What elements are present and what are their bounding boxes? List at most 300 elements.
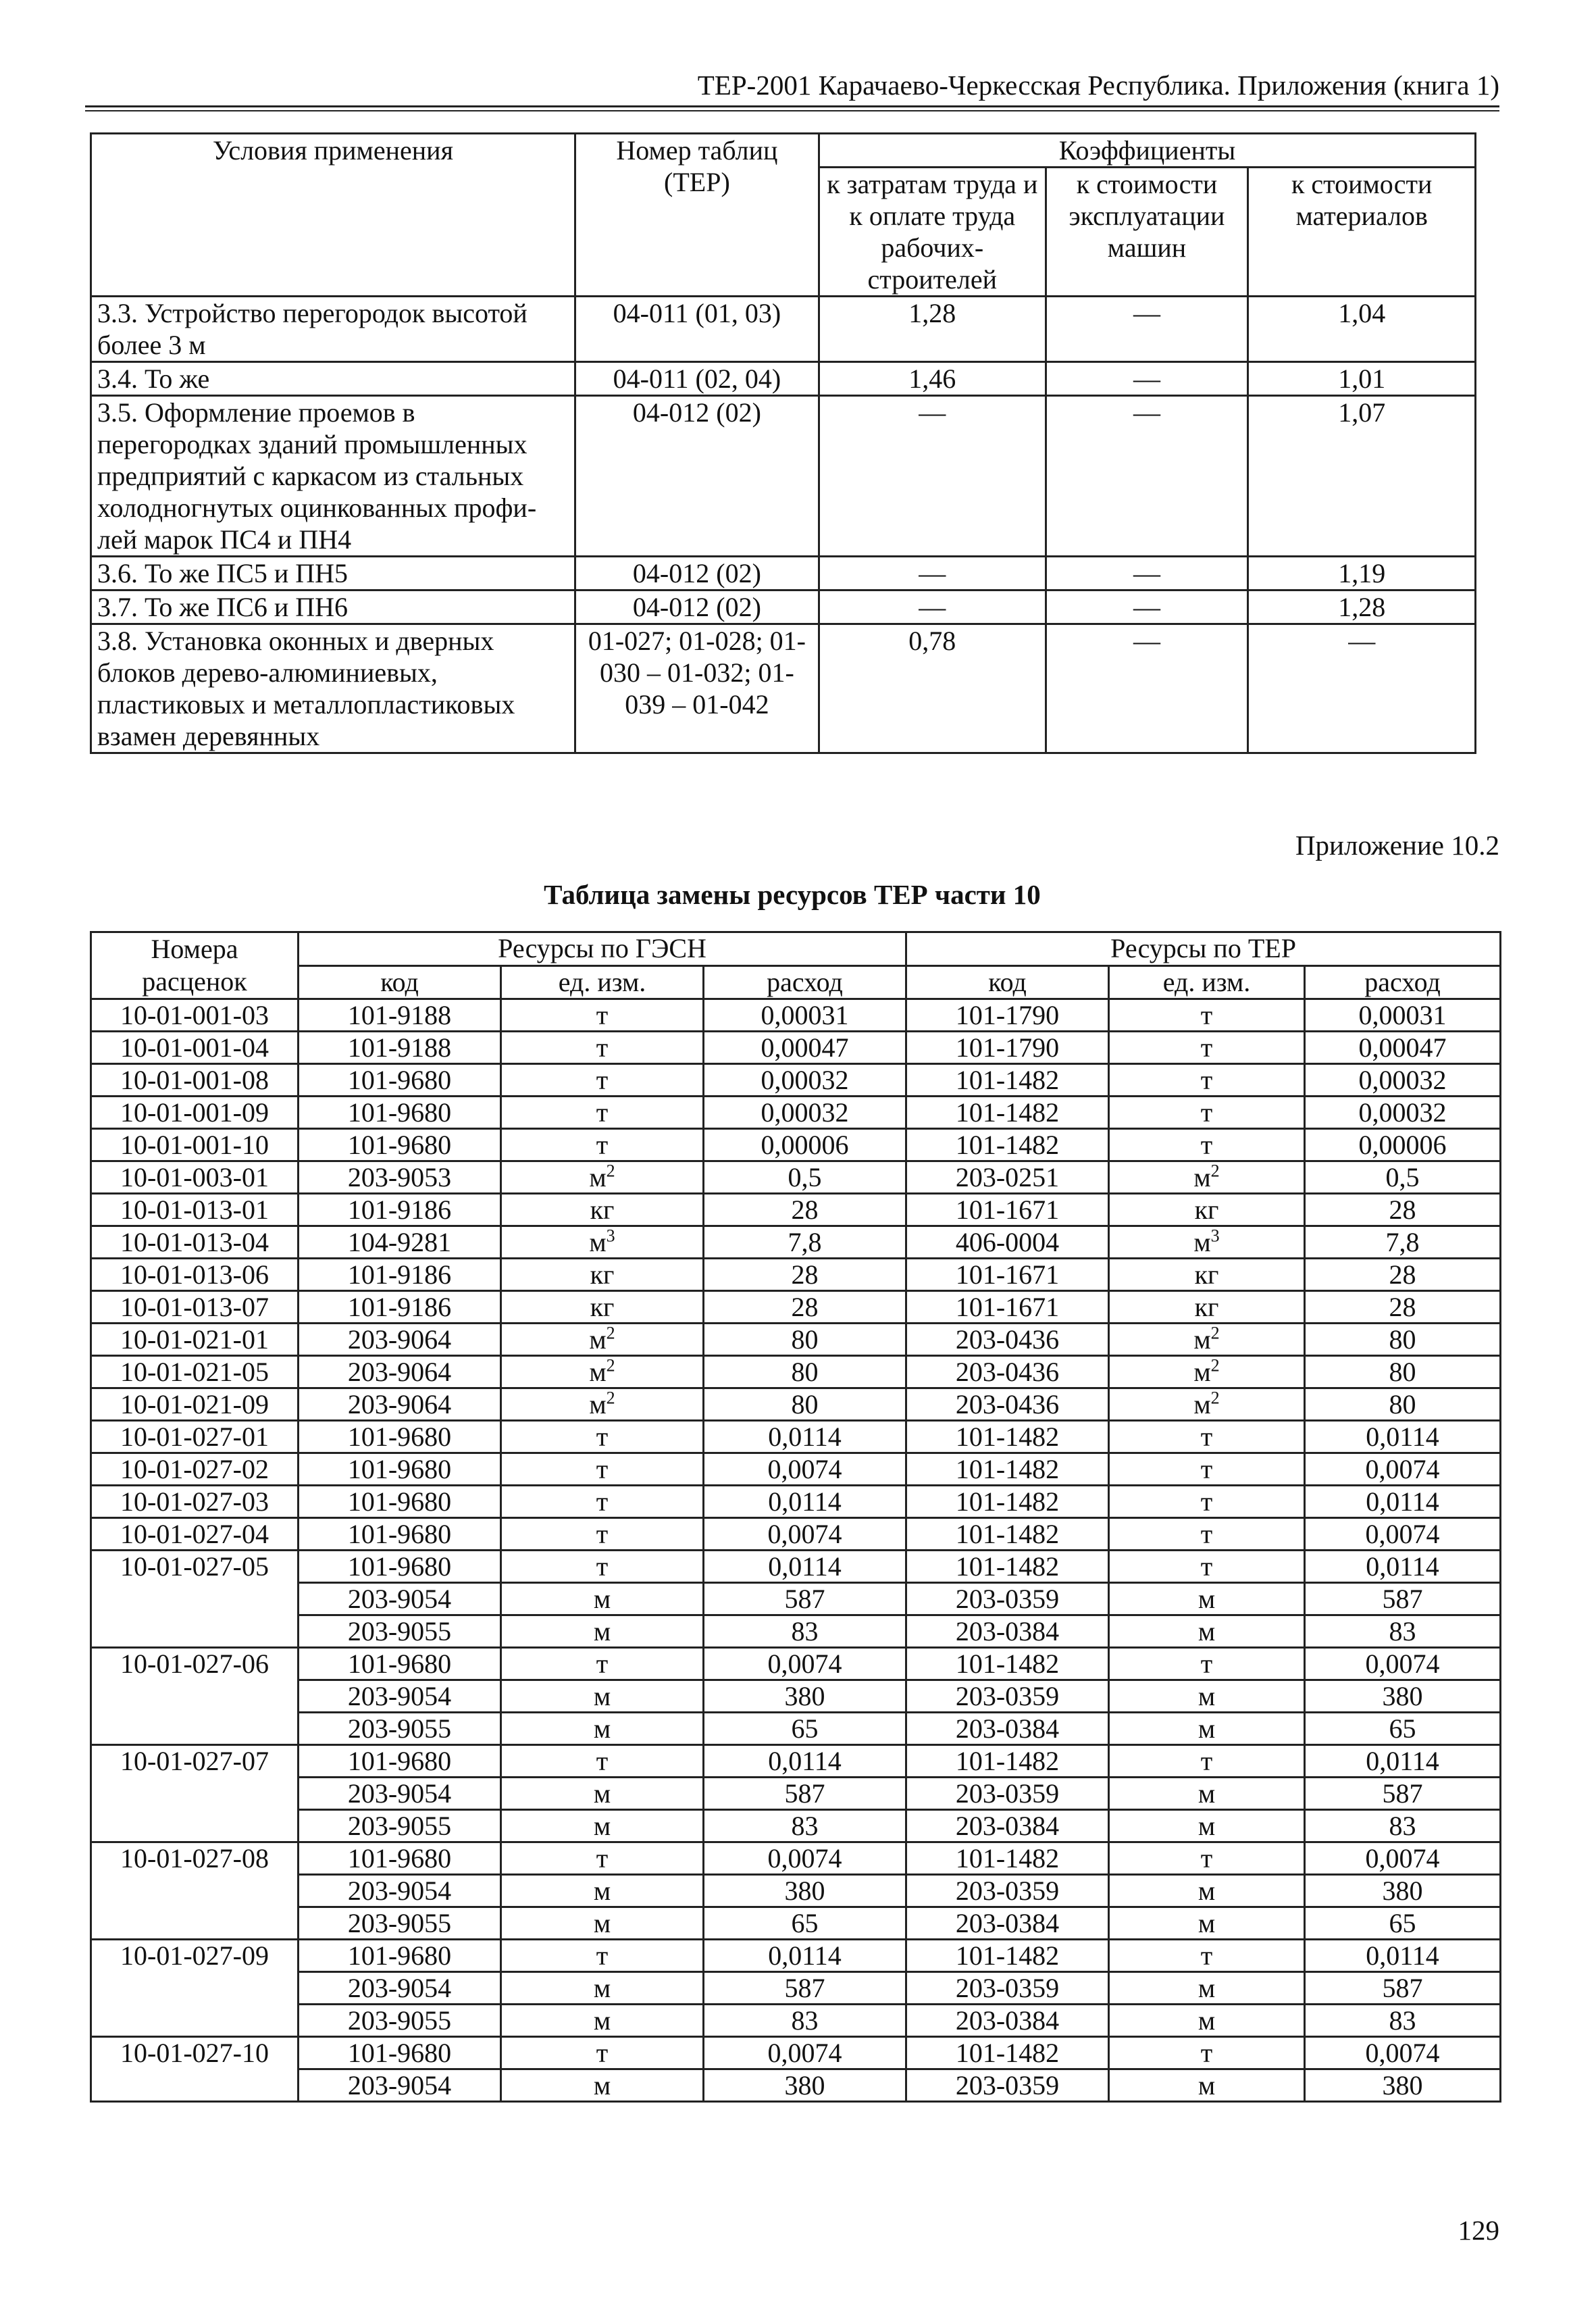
gesn-unit-cell (501, 1778, 704, 1810)
ter-code-cell: 203-0436 (906, 1356, 1109, 1388)
ter-unit-text: м (1198, 1811, 1216, 1841)
coef-row (91, 590, 1476, 624)
rate-number-cell: 10-01-001-04 (91, 1032, 299, 1064)
ter-code-cell: 203-0384 (906, 1615, 1109, 1648)
header-rule (85, 110, 1499, 111)
ter-unit-text: т (1200, 2038, 1213, 2068)
rate-number-cell: 10-01-003-01 (91, 1161, 299, 1194)
gesn-unit-text: т (596, 1746, 609, 1776)
ter-unit-cell (1109, 1972, 1305, 2005)
ter-consumption-cell: 0,0074 (1305, 1648, 1501, 1680)
gesn-unit-text: м (593, 1584, 611, 1614)
ter-unit-cell (1109, 1940, 1305, 1972)
gesn-consumption-cell: 0,0114 (704, 1486, 906, 1518)
gesn-consumption-cell: 80 (704, 1324, 906, 1356)
ter-code-cell: 101-1482 (906, 1745, 1109, 1778)
header-machines: к стоимости эксплуатации машин (1046, 168, 1248, 297)
ter-code-cell: 101-1482 (906, 1648, 1109, 1680)
ter-unit-cell (1109, 1453, 1305, 1486)
gesn-code-cell: 101-9680 (299, 1842, 501, 1875)
page-number: 129 (1458, 2215, 1499, 2246)
gesn-consumption-cell: 83 (704, 1810, 906, 1842)
coef-header-row-1 (91, 134, 1476, 168)
gesn-code-cell: 101-9680 (299, 1486, 501, 1518)
header-labor: к затратам труда и к оплате труда рабочих-строителей (819, 168, 1046, 297)
ter-code-cell: 203-0359 (906, 2069, 1109, 2102)
ter-consumption-cell: 0,00006 (1305, 1129, 1501, 1161)
gesn-unit-cell (501, 2005, 704, 2037)
gesn-unit-text: т (596, 1843, 609, 1873)
gesn-unit-text: м (589, 1389, 607, 1419)
machines-coef-cell: — (1046, 557, 1248, 590)
ter-unit-text: м (1198, 1778, 1216, 1809)
res-header-row-2 (91, 965, 1501, 999)
gesn-code-cell: 203-9054 (299, 1680, 501, 1713)
ter-code-cell: 203-0436 (906, 1324, 1109, 1356)
ter-unit-text: кг (1194, 1259, 1219, 1290)
ter-unit-power: 3 (1210, 1226, 1220, 1246)
gesn-unit-text: м (589, 1162, 607, 1192)
gesn-unit-cell (501, 1421, 704, 1453)
resource-row (91, 1940, 1501, 1972)
gesn-unit-cell (501, 1583, 704, 1615)
coefficients-table-body (91, 134, 1476, 753)
ter-unit-text: т (1200, 1097, 1213, 1128)
gesn-code-cell: 101-9680 (299, 1940, 501, 1972)
gesn-unit-text: т (596, 1486, 609, 1517)
gesn-unit-text: т (596, 2038, 609, 2068)
rate-number-cell: 10-01-027-08 (91, 1842, 299, 1940)
labor-coef-cell: — (819, 396, 1046, 557)
ter-unit-text: т (1200, 1032, 1213, 1063)
materials-coef-cell: 1,01 (1248, 362, 1476, 396)
rate-number-cell: 10-01-001-09 (91, 1097, 299, 1129)
ter-code-cell: 101-1482 (906, 1421, 1109, 1453)
ter-unit-text: м (1198, 2070, 1216, 2101)
ter-code-cell: 406-0004 (906, 1226, 1109, 1259)
gesn-unit-text: м (593, 1713, 611, 1744)
ter-unit-cell (1109, 1745, 1305, 1778)
header-table-no: Номер таблиц (ТЕР) (575, 134, 819, 297)
ter-unit-text: м (1193, 1227, 1211, 1257)
gesn-unit-cell (501, 1097, 704, 1129)
table-no-cell: 04-011 (02, 04) (575, 362, 819, 396)
resource-row (91, 1388, 1501, 1421)
rate-number-cell: 10-01-013-07 (91, 1291, 299, 1324)
ter-unit-text: т (1200, 1130, 1213, 1160)
gesn-unit-cell (501, 1713, 704, 1745)
page-header (85, 68, 1499, 107)
gesn-consumption-cell: 80 (704, 1388, 906, 1421)
gesn-consumption-cell: 0,0074 (704, 2037, 906, 2069)
resource-row (91, 1583, 1501, 1615)
ter-consumption-cell: 28 (1305, 1194, 1501, 1226)
gesn-unit-text: т (596, 1519, 609, 1549)
gesn-code-cell: 101-9680 (299, 1064, 501, 1097)
ter-consumption-cell: 380 (1305, 1875, 1501, 1907)
res-header-row-1 (91, 932, 1501, 966)
gesn-unit-cell (501, 1940, 704, 1972)
gesn-unit-text: м (593, 1681, 611, 1711)
machines-coef-cell: — (1046, 396, 1248, 557)
ter-consumption-cell: 0,00031 (1305, 999, 1501, 1032)
ter-unit-text: м (1198, 1713, 1216, 1744)
resource-row (91, 1291, 1501, 1324)
header-gesn-code: код (299, 965, 501, 999)
gesn-unit-cell (501, 2069, 704, 2102)
rate-number-cell: 10-01-027-07 (91, 1745, 299, 1842)
resource-row (91, 2069, 1501, 2102)
ter-consumption-cell: 28 (1305, 1291, 1501, 1324)
gesn-consumption-cell: 380 (704, 1680, 906, 1713)
ter-unit-cell (1109, 1226, 1305, 1259)
ter-unit-cell (1109, 999, 1305, 1032)
gesn-consumption-cell: 380 (704, 2069, 906, 2102)
ter-consumption-cell: 0,0114 (1305, 1486, 1501, 1518)
gesn-consumption-cell: 83 (704, 2005, 906, 2037)
gesn-code-cell: 203-9054 (299, 1875, 501, 1907)
ter-consumption-cell: 0,0074 (1305, 1453, 1501, 1486)
coef-row (91, 297, 1476, 362)
ter-consumption-cell: 380 (1305, 1680, 1501, 1713)
resource-row (91, 1194, 1501, 1226)
ter-code-cell: 101-1671 (906, 1259, 1109, 1291)
gesn-unit-cell (501, 2037, 704, 2069)
gesn-consumption-cell: 0,0074 (704, 1842, 906, 1875)
ter-unit-power: 2 (1210, 1161, 1220, 1181)
ter-consumption-cell: 0,0074 (1305, 1842, 1501, 1875)
resource-row (91, 2037, 1501, 2069)
gesn-consumption-cell: 0,00047 (704, 1032, 906, 1064)
ter-code-cell: 101-1671 (906, 1291, 1109, 1324)
gesn-unit-text: кг (590, 1259, 615, 1290)
ter-code-cell: 203-0359 (906, 1875, 1109, 1907)
ter-unit-text: т (1200, 1486, 1213, 1517)
gesn-unit-text: кг (590, 1194, 615, 1225)
ter-consumption-cell: 0,5 (1305, 1161, 1501, 1194)
gesn-unit-power: 2 (606, 1355, 615, 1376)
ter-consumption-cell: 80 (1305, 1356, 1501, 1388)
gesn-consumption-cell: 0,0114 (704, 1551, 906, 1583)
gesn-code-cell: 101-9186 (299, 1194, 501, 1226)
machines-coef-cell: — (1046, 297, 1248, 362)
gesn-unit-cell (501, 1518, 704, 1551)
ter-consumption-cell: 0,0114 (1305, 1745, 1501, 1778)
resource-row (91, 1129, 1501, 1161)
ter-consumption-cell: 0,0114 (1305, 1551, 1501, 1583)
gesn-code-cell: 101-9680 (299, 1129, 501, 1161)
rate-number-cell: 10-01-013-04 (91, 1226, 299, 1259)
ter-unit-text: м (1198, 1681, 1216, 1711)
gesn-consumption-cell: 0,0114 (704, 1421, 906, 1453)
header-coefficients: Коэффициенты (819, 134, 1476, 168)
header-title: ТЕР-2001 Карачаево-Черкесская Республика. Приложения (книга 1) (697, 70, 1499, 101)
gesn-code-cell: 101-9188 (299, 1032, 501, 1064)
ter-unit-cell (1109, 1421, 1305, 1453)
gesn-code-cell: 203-9064 (299, 1356, 501, 1388)
gesn-unit-text: м (593, 1908, 611, 1938)
gesn-unit-text: м (593, 1973, 611, 2003)
gesn-code-cell: 101-9680 (299, 1421, 501, 1453)
gesn-code-cell: 101-9186 (299, 1259, 501, 1291)
gesn-unit-power: 3 (606, 1226, 615, 1246)
gesn-consumption-cell: 0,00032 (704, 1064, 906, 1097)
ter-code-cell: 101-1482 (906, 2037, 1109, 2069)
materials-coef-cell: 1,28 (1248, 590, 1476, 624)
resource-row (91, 1486, 1501, 1518)
gesn-unit-text: м (593, 2070, 611, 2101)
gesn-consumption-cell: 28 (704, 1291, 906, 1324)
gesn-unit-text: т (596, 1422, 609, 1452)
materials-coef-cell: 1,04 (1248, 297, 1476, 362)
ter-unit-cell (1109, 1032, 1305, 1064)
ter-code-cell: 203-0359 (906, 1680, 1109, 1713)
ter-unit-text: т (1200, 1746, 1213, 1776)
gesn-unit-text: м (593, 1811, 611, 1841)
header-ter-consumption: расход (1305, 965, 1501, 999)
gesn-code-cell: 101-9680 (299, 2037, 501, 2069)
gesn-consumption-cell: 0,00031 (704, 999, 906, 1032)
gesn-code-cell: 203-9054 (299, 2069, 501, 2102)
gesn-consumption-cell: 65 (704, 1713, 906, 1745)
gesn-unit-cell (501, 1842, 704, 1875)
resource-row (91, 1259, 1501, 1291)
ter-unit-text: т (1200, 1422, 1213, 1452)
ter-unit-cell (1109, 1713, 1305, 1745)
ter-unit-text: т (1200, 1065, 1213, 1095)
rate-number-cell: 10-01-021-01 (91, 1324, 299, 1356)
ter-unit-text: т (1200, 1940, 1213, 1971)
resource-row (91, 1032, 1501, 1064)
rate-number-cell: 10-01-027-04 (91, 1518, 299, 1551)
ter-unit-cell (1109, 1518, 1305, 1551)
resource-row (91, 1421, 1501, 1453)
gesn-unit-cell (501, 1680, 704, 1713)
ter-unit-cell (1109, 1583, 1305, 1615)
gesn-unit-cell (501, 1161, 704, 1194)
rate-number-cell: 10-01-027-03 (91, 1486, 299, 1518)
rate-number-cell: 10-01-021-05 (91, 1356, 299, 1388)
rate-number-cell: 10-01-013-06 (91, 1259, 299, 1291)
header-ter-code: код (906, 965, 1109, 999)
ter-code-cell: 101-1482 (906, 1064, 1109, 1097)
rate-number-cell: 10-01-021-09 (91, 1388, 299, 1421)
machines-coef-cell: — (1046, 362, 1248, 396)
gesn-code-cell: 203-9055 (299, 2005, 501, 2037)
resource-row (91, 1648, 1501, 1680)
gesn-unit-cell (501, 1486, 704, 1518)
ter-consumption-cell: 380 (1305, 2069, 1501, 2102)
ter-unit-text: м (1193, 1324, 1211, 1355)
coef-row (91, 557, 1476, 590)
ter-code-cell: 203-0359 (906, 1778, 1109, 1810)
ter-unit-cell (1109, 1778, 1305, 1810)
resource-row (91, 1097, 1501, 1129)
ter-unit-cell (1109, 1194, 1305, 1226)
coefficients-table (90, 132, 1476, 754)
ter-consumption-cell: 65 (1305, 1907, 1501, 1940)
gesn-unit-text: м (593, 1876, 611, 1906)
resource-row (91, 1778, 1501, 1810)
rate-number-cell: 10-01-027-02 (91, 1453, 299, 1486)
labor-coef-cell: — (819, 590, 1046, 624)
gesn-consumption-cell: 0,0114 (704, 1940, 906, 1972)
ter-unit-text: м (1193, 1162, 1211, 1192)
header-ter: Ресурсы по ТЕР (906, 932, 1501, 966)
resource-row (91, 1713, 1501, 1745)
gesn-unit-cell (501, 1129, 704, 1161)
gesn-code-cell: 203-9054 (299, 1972, 501, 2005)
gesn-consumption-cell: 65 (704, 1907, 906, 1940)
gesn-code-cell: 101-9680 (299, 1097, 501, 1129)
resource-row (91, 1518, 1501, 1551)
gesn-unit-cell (501, 999, 704, 1032)
ter-consumption-cell: 80 (1305, 1324, 1501, 1356)
condition-cell: 3.8. Установка оконных и дверных блоков дерево-алюминиевых, пластиковых и металлопластиковых взамен деревянных (91, 624, 575, 753)
rate-number-cell: 10-01-001-10 (91, 1129, 299, 1161)
gesn-unit-text: т (596, 1454, 609, 1484)
gesn-unit-text: т (596, 1000, 609, 1030)
condition-cell: 3.4. То же (91, 362, 575, 396)
gesn-unit-text: т (596, 1032, 609, 1063)
gesn-code-cell: 104-9281 (299, 1226, 501, 1259)
ter-unit-power: 2 (1210, 1355, 1220, 1376)
ter-consumption-cell: 0,0114 (1305, 1421, 1501, 1453)
gesn-unit-text: м (589, 1357, 607, 1387)
resource-row (91, 2005, 1501, 2037)
ter-unit-cell (1109, 1161, 1305, 1194)
ter-consumption-cell: 0,00047 (1305, 1032, 1501, 1064)
gesn-unit-text: м (593, 1778, 611, 1809)
ter-consumption-cell: 587 (1305, 1972, 1501, 2005)
header-conditions: Условия применения (91, 134, 575, 297)
gesn-unit-cell (501, 1907, 704, 1940)
gesn-unit-text: т (596, 1065, 609, 1095)
ter-unit-text: м (1198, 1876, 1216, 1906)
gesn-unit-cell (501, 1551, 704, 1583)
condition-cell: 3.7. То же ПС6 и ПН6 (91, 590, 575, 624)
gesn-unit-cell (501, 1032, 704, 1064)
ter-code-cell: 101-1482 (906, 1518, 1109, 1551)
ter-unit-cell (1109, 1324, 1305, 1356)
header-gesn-unit: ед. изм. (501, 965, 704, 999)
resource-row (91, 1615, 1501, 1648)
resource-row (91, 1161, 1501, 1194)
ter-unit-cell (1109, 1097, 1305, 1129)
ter-consumption-cell: 83 (1305, 1810, 1501, 1842)
labor-coef-cell: — (819, 557, 1046, 590)
gesn-code-cell: 203-9054 (299, 1583, 501, 1615)
resource-row (91, 1064, 1501, 1097)
ter-code-cell: 101-1482 (906, 1486, 1109, 1518)
resource-row (91, 1745, 1501, 1778)
gesn-consumption-cell: 0,0074 (704, 1453, 906, 1486)
ter-unit-text: кг (1194, 1292, 1219, 1322)
gesn-unit-cell (501, 1745, 704, 1778)
materials-coef-cell: 1,07 (1248, 396, 1476, 557)
gesn-unit-cell (501, 1615, 704, 1648)
gesn-unit-cell (501, 1810, 704, 1842)
gesn-code-cell: 203-9055 (299, 1907, 501, 1940)
ter-unit-text: т (1200, 1649, 1213, 1679)
gesn-unit-cell (501, 1356, 704, 1388)
rate-number-cell: 10-01-001-03 (91, 999, 299, 1032)
header-materials: к стоимости материалов (1248, 168, 1476, 297)
ter-consumption-cell: 0,0114 (1305, 1940, 1501, 1972)
ter-consumption-cell: 80 (1305, 1388, 1501, 1421)
gesn-consumption-cell: 0,0074 (704, 1648, 906, 1680)
resource-row (91, 1875, 1501, 1907)
rate-number-cell: 10-01-001-08 (91, 1064, 299, 1097)
gesn-unit-power: 2 (606, 1161, 615, 1181)
gesn-consumption-cell: 0,0114 (704, 1745, 906, 1778)
ter-consumption-cell: 65 (1305, 1713, 1501, 1745)
rate-number-cell: 10-01-027-09 (91, 1940, 299, 2037)
ter-consumption-cell: 83 (1305, 1615, 1501, 1648)
ter-consumption-cell: 0,0074 (1305, 2037, 1501, 2069)
table-no-cell: 04-012 (02) (575, 590, 819, 624)
resource-replacement-table (90, 931, 1501, 2103)
ter-unit-text: м (1198, 2005, 1216, 2036)
resource-row (91, 1972, 1501, 2005)
condition-cell: 3.3. Устройство перегородок высотой более 3 м (91, 297, 575, 362)
table-no-cell: 04-012 (02) (575, 557, 819, 590)
table-no-cell: 01-027; 01-028; 01-030 – 01-032; 01-039 – 01-042 (575, 624, 819, 753)
ter-unit-power: 2 (1210, 1323, 1220, 1343)
rate-number-cell: 10-01-027-10 (91, 2037, 299, 2102)
ter-consumption-cell: 83 (1305, 2005, 1501, 2037)
gesn-code-cell: 203-9055 (299, 1615, 501, 1648)
ter-code-cell: 101-1790 (906, 1032, 1109, 1064)
gesn-consumption-cell: 587 (704, 1972, 906, 2005)
condition-cell: 3.6. То же ПС5 и ПН5 (91, 557, 575, 590)
ter-unit-text: м (1198, 1584, 1216, 1614)
gesn-consumption-cell: 0,00006 (704, 1129, 906, 1161)
ter-unit-cell (1109, 1551, 1305, 1583)
ter-unit-cell (1109, 1875, 1305, 1907)
ter-unit-text: м (1198, 1616, 1216, 1646)
gesn-consumption-cell: 83 (704, 1615, 906, 1648)
ter-consumption-cell: 587 (1305, 1778, 1501, 1810)
gesn-unit-cell (501, 1291, 704, 1324)
resource-table-title: Таблица замены ресурсов ТЕР части 10 (544, 879, 1041, 910)
gesn-code-cell: 101-9188 (299, 999, 501, 1032)
ter-consumption-cell: 0,00032 (1305, 1064, 1501, 1097)
resource-row (91, 1810, 1501, 1842)
gesn-unit-text: т (596, 1130, 609, 1160)
header-rates: Номера расценок (91, 932, 299, 999)
ter-unit-cell (1109, 2037, 1305, 2069)
ter-unit-text: м (1198, 1973, 1216, 2003)
ter-code-cell: 203-0384 (906, 1713, 1109, 1745)
ter-unit-cell (1109, 1842, 1305, 1875)
ter-code-cell: 101-1671 (906, 1194, 1109, 1226)
resource-row (91, 1680, 1501, 1713)
resource-row (91, 1551, 1501, 1583)
ter-unit-text: м (1193, 1389, 1211, 1419)
ter-consumption-cell: 28 (1305, 1259, 1501, 1291)
ter-unit-text: т (1200, 1519, 1213, 1549)
ter-unit-cell (1109, 1680, 1305, 1713)
ter-unit-text: м (1198, 1908, 1216, 1938)
ter-unit-text: т (1200, 1454, 1213, 1484)
rate-number-cell: 10-01-027-06 (91, 1648, 299, 1745)
gesn-unit-cell (501, 1972, 704, 2005)
condition-cell: 3.5. Оформление проемов в перегородках зданий промышленных предприятий с каркасом из стальных холодногнутых оцинкованных профи-лей марок ПС4 и ПН4 (91, 396, 575, 557)
gesn-code-cell: 101-9680 (299, 1745, 501, 1778)
gesn-code-cell: 203-9064 (299, 1324, 501, 1356)
ter-code-cell: 203-0359 (906, 1583, 1109, 1615)
